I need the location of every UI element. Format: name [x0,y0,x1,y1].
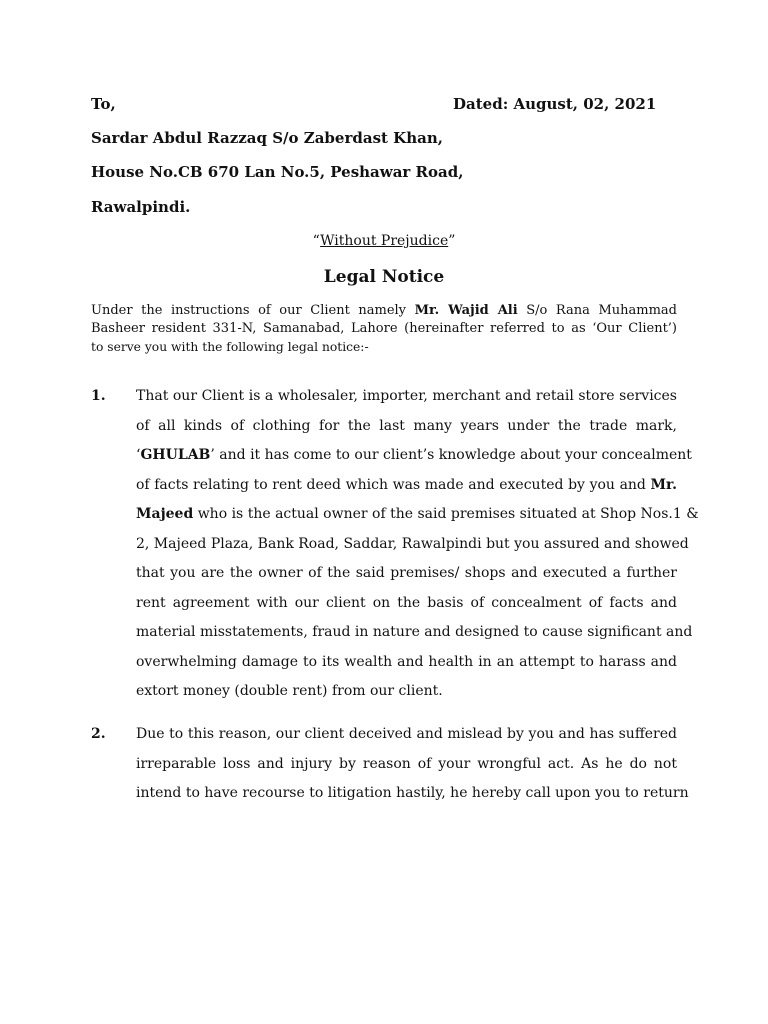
paragraph-line: intend to have recourse to litigation hastily, he hereby call upon you to return [136,785,689,801]
paragraph-1 [136,386,699,711]
paragraph-line: of all kinds of clothing for the last many years under the trade mark, [136,417,677,434]
addressee-name: Sardar Abdul Razzaq S/o Zaberdast Khan, [91,129,443,147]
open-quote: “ [312,233,321,249]
paragraph-line: material misstatements, fraud in nature and designed to cause significant and [136,624,693,640]
without-prejudice-heading [0,231,768,251]
paragraph-number: 1. [91,388,106,404]
paragraph-text: ’ and it has come to our client’s knowledge about your concealment [210,447,692,463]
client-name: Mr. Wajid Ali [414,303,518,318]
owner-name: Majeed [136,506,194,522]
paragraph-line: extort money (double rent) from our client. [136,683,443,699]
paragraph-line: that you are the owner of the said premises/ shops and executed a further [136,565,677,581]
letter-date: Dated: August, 02, 2021 [453,95,657,113]
intro-text: S/o Rana Muhammad [517,303,677,318]
paragraph-text: who is the actual owner of the said premises situated at Shop Nos.1 & [193,506,699,522]
paragraph-text: of facts relating to rent deed which was made and executed by you and [136,476,651,493]
intro-text: Under the instructions of our Client namely [91,303,415,318]
paragraph-number: 2. [91,726,106,742]
close-quote: ” [448,233,456,249]
intro-line-1 [91,302,677,320]
addressee-city: Rawalpindi. [91,198,191,216]
addressee-address: House No.CB 670 Lan No.5, Peshawar Road, [91,163,464,181]
paragraph-line: rent agreement with our client on the basis of concealment of facts and [136,594,677,611]
intro-line-3: to serve you with the following legal notice:- [91,340,369,354]
without-prejudice-text: Without Prejudice [320,233,449,249]
notice-title: Legal Notice [323,267,445,287]
paragraph-line: overwhelming damage to its wealth and health in an attempt to harass and [136,653,677,670]
paragraph-line: irreparable loss and injury by reason of your wrongful act. As he do not [136,755,677,772]
intro-line-2: Basheer resident 331-N, Samanabad, Lahore (hereinafter referred to as ‘Our Client’) [91,321,677,336]
trade-mark-name: GHULAB [140,447,211,463]
paragraph-line [136,445,692,475]
quote-mark: ‘ [136,447,141,463]
title-honorific: Mr. [650,476,677,493]
paragraph-2 [136,724,689,813]
paragraph-line [136,504,699,534]
intro-paragraph [91,302,677,356]
to-label: To, [91,95,116,113]
paragraph-line: That our Client is a wholesaler, importer, merchant and retail store services [136,388,677,404]
paragraph-line: Due to this reason, our client deceived and mislead by you and has suffered [136,726,677,742]
paragraph-line: 2, Majeed Plaza, Bank Road, Saddar, Rawalpindi but you assured and showed [136,535,689,552]
paragraph-line [136,475,677,505]
